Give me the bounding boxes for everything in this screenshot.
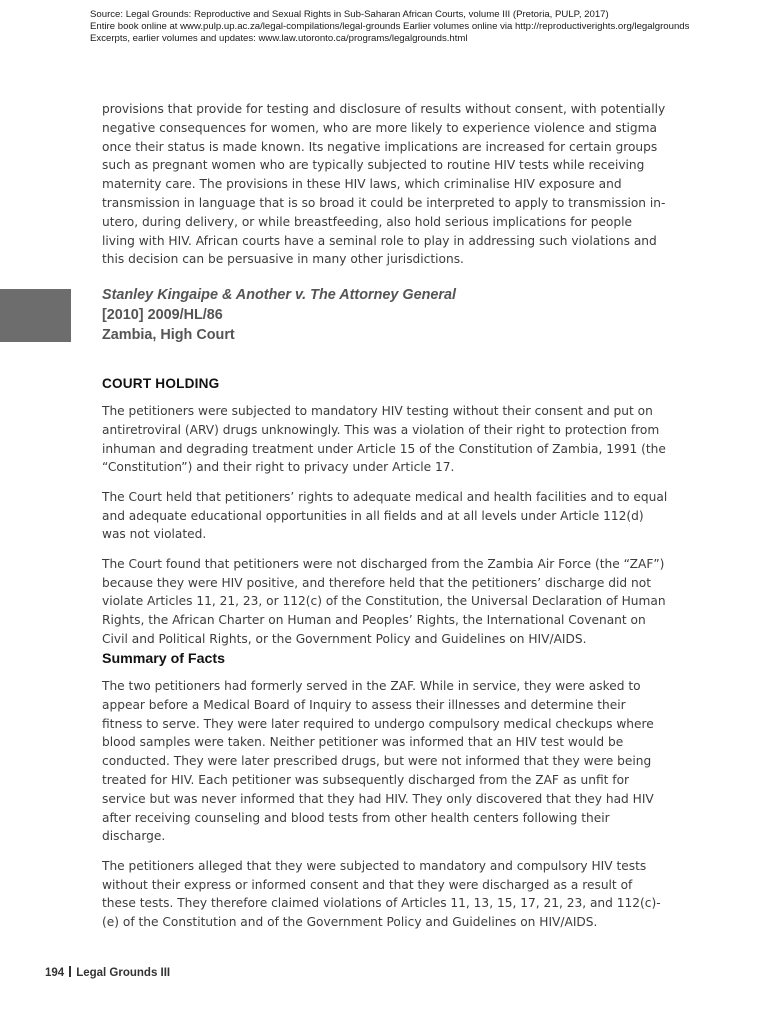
book-title: Legal Grounds III bbox=[76, 967, 171, 979]
side-tab-marker bbox=[0, 289, 71, 342]
holding-paragraph-2: The Court held that petitioners’ rights to adequate medical and health facilities and to equal and adequate educational opportunities in all fields and at all levels under Article 112(d) was not violated. bbox=[102, 489, 668, 542]
intro-paragraph: provisions that provide for testing and disclosure of results without consent, with potentially negative consequences for women, who are more likely to experience violence and stigma once their status is made known. Its negative implications are increased for certain groups such as pregnant women who are typically subjected to routine HIV tests while receiving maternity care. The provisions in these HIV laws, which criminalise HIV exposure and transmission in language that is so broad it could be interpreted to apply to transmission in-utero, during delivery, or while breastfeeding, also hold serious implications for people living with HIV. African courts have a seminal role to play in addressing such violations and this decision can be persuasive in many other jurisdictions. bbox=[102, 102, 666, 267]
case-header bbox=[102, 285, 662, 346]
source-line-2: Entire book online at www.pulp.up.ac.za/legal-compilations/legal-grounds Earlier volumes online via http://reproductiverights.org/legalgrounds bbox=[90, 21, 690, 33]
facts-paragraph-1: The two petitioners had formerly served in the ZAF. While in service, they were asked to appear before a Medical Board of Inquiry to assess their illnesses and determine their fitness to serve. They were later required to undergo compulsory medical checkups where blood samples were taken. Neither petitioner was informed that an HIV test would be conducted. They were later prescribed drugs, but were not informed that they were being treated for HIV. Each petitioner was subsequently discharged from the ZAF as unfit for service but was never informed that they had HIV. They only discovered that they had HIV after receiving counseling and blood tests from other health centers following their discharge. bbox=[102, 679, 654, 844]
holding-paragraph-3: The Court found that petitioners were not discharged from the Zambia Air Force (the “ZAF”) because they were HIV positive, and therefore held that the petitioners’ discharge did not violate Articles 11, 21, 23, or 112(c) of the Constitution, the Universal Declaration of Human Rights, the African Charter on Human and Peoples’ Rights, the International Covenant on Civil and Political Rights, or the Government Policy and Guidelines on HIV/AIDS. bbox=[102, 556, 666, 646]
source-line-1: Source: Legal Grounds: Reproductive and Sexual Rights in Sub-Saharan African Courts, volume III (Pretoria, PULP, 2017) bbox=[90, 9, 609, 20]
court-holding-heading: COURT HOLDING bbox=[102, 376, 220, 391]
holding-paragraph-1: The petitioners were subjected to mandatory HIV testing without their consent and put on antiretroviral (ARV) drugs unknowingly. This was a violation of their right to protection from inhuman and degrading treatment under Article 15 of the Constitution of Zambia, 1991 (the “Constitution”) and their right to privacy under Article 17. bbox=[102, 404, 666, 475]
intro-section bbox=[102, 100, 668, 269]
case-title: Stanley Kingaipe & Another v. The Attorney General bbox=[102, 287, 456, 303]
facts-paragraph-2: The petitioners alleged that they were subjected to mandatory and compulsory HIV tests without their express or informed consent and that they were discharged as a result of these tests. They therefore claimed violations of Articles 11, 13, 15, 17, 21, 23, and 112(c)-(e) of the Constitution and of the Government Policy and Guidelines on HIV/AIDS. bbox=[102, 858, 661, 930]
page-footer bbox=[45, 966, 170, 979]
source-citation bbox=[90, 9, 750, 46]
court-holding-section bbox=[102, 402, 668, 649]
source-line-3: Excerpts, earlier volumes and updates: www.law.utoronto.ca/programs/legalgrounds.html bbox=[90, 33, 468, 45]
footer-separator bbox=[69, 966, 71, 977]
page-number: 194 bbox=[45, 967, 65, 979]
case-citation: [2010] 2009/HL/86 bbox=[102, 307, 223, 324]
summary-of-facts-section bbox=[102, 677, 668, 932]
case-court: Zambia, High Court bbox=[102, 327, 235, 344]
summary-of-facts-heading: Summary of Facts bbox=[102, 651, 225, 667]
